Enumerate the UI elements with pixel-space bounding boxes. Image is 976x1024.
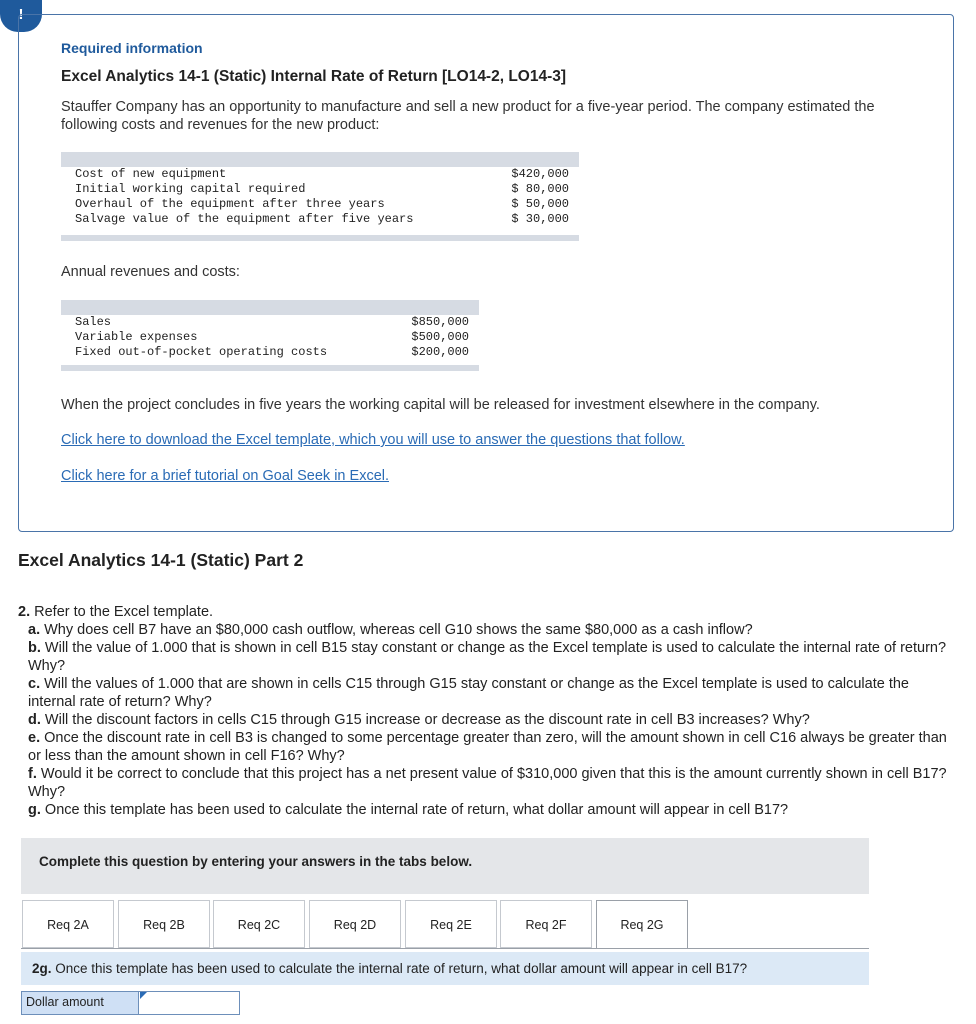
annual-value: $850,000 xyxy=(411,315,469,329)
list-item: f. Would it be correct to conclude that this project has a net present value of $310,000 given that this is the amount currently shown in cell B17? Why? xyxy=(28,766,947,800)
cost-label: Initial working capital required xyxy=(75,182,306,196)
table-row xyxy=(61,315,479,330)
table-row xyxy=(61,212,579,227)
annual-table xyxy=(61,300,479,371)
exercise-title: Excel Analytics 14-1 (Static) Internal Rate of Return [LO14-2, LO14-3] xyxy=(61,68,567,85)
annual-value: $200,000 xyxy=(411,345,469,359)
part-title: Excel Analytics 14-1 (Static) Part 2 xyxy=(18,550,304,570)
list-item: c. Will the values of 1.000 that are shown in cells C15 through G15 stay constant or change as the Excel template is used to calculate the internal rate of return? Why? xyxy=(28,676,909,710)
cost-value: $ 30,000 xyxy=(511,212,569,226)
cost-value: $ 80,000 xyxy=(511,182,569,196)
costs-table xyxy=(61,152,579,241)
tab-req-2a[interactable]: Req 2A xyxy=(22,900,114,948)
tab-req-2e[interactable]: Req 2E xyxy=(405,900,497,948)
cost-label: Overhaul of the equipment after three years xyxy=(75,197,385,211)
table-row xyxy=(61,345,479,360)
question-intro: 2. Refer to the Excel template. xyxy=(18,604,214,620)
input-marker-icon xyxy=(140,992,147,999)
annual-label: Fixed out-of-pocket operating costs xyxy=(75,345,328,359)
question-list xyxy=(18,603,948,819)
list-item: b. Will the value of 1.000 that is shown in cell B15 stay constant or change as the Excel template is used to calculate the internal rate of return? Why? xyxy=(28,640,947,674)
list-item: e. Once the discount rate in cell B3 is changed to some percentage greater than zero, will the amount shown in cell C16 always be greater than or less than the amount shown in cell F16? Why? xyxy=(28,730,947,764)
answer-question-bar xyxy=(21,952,869,985)
dollar-amount-label: Dollar amount xyxy=(21,991,139,1015)
instructions-banner xyxy=(21,838,869,894)
cost-value: $420,000 xyxy=(511,167,569,181)
tab-req-2f[interactable]: Req 2F xyxy=(500,900,592,948)
answer-question: 2g. Once this template has been used to calculate the internal rate of return, what dollar amount will appear in cell B17? xyxy=(32,961,748,976)
download-template-link[interactable]: Click here to download the Excel template, which you will use to answer the questions that follow. xyxy=(61,432,685,448)
list-item: a. Why does cell B7 have an $80,000 cash outflow, whereas cell G10 shows the same $80,000 as a cash inflow? xyxy=(28,622,753,638)
table-row xyxy=(61,330,479,345)
conclusion-text: When the project concludes in five years the working capital will be released for investment elsewhere in the company. xyxy=(61,397,820,413)
table-row xyxy=(61,197,579,212)
intro-text: Stauffer Company has an opportunity to manufacture and sell a new product for a five-year period. The company estimated the following costs and revenues for the new product: xyxy=(61,99,875,133)
annual-label: Sales xyxy=(75,315,112,329)
cost-value: $ 50,000 xyxy=(511,197,569,211)
required-information-label: Required information xyxy=(61,40,203,56)
table-row xyxy=(61,182,579,197)
alert-icon: ! xyxy=(0,0,42,32)
list-item: d. Will the discount factors in cells C15 through G15 increase or decrease as the discount rate in cell B3 increases? Why? xyxy=(28,712,810,728)
annual-label: Variable expenses xyxy=(75,330,198,344)
list-item: g. Once this template has been used to calculate the internal rate of return, what dollar amount will appear in cell B17? xyxy=(28,802,789,818)
tab-req-2g[interactable]: Req 2G xyxy=(596,900,688,949)
goal-seek-tutorial-link[interactable]: Click here for a brief tutorial on Goal Seek in Excel. xyxy=(61,468,390,484)
dollar-amount-input[interactable] xyxy=(139,991,240,1015)
cost-label: Salvage value of the equipment after five years xyxy=(75,212,414,226)
instructions-text: Complete this question by entering your answers in the tabs below. xyxy=(39,854,473,869)
tab-divider xyxy=(21,948,869,949)
tab-req-2b[interactable]: Req 2B xyxy=(118,900,210,948)
cost-label: Cost of new equipment xyxy=(75,167,227,181)
tab-req-2c[interactable]: Req 2C xyxy=(213,900,305,948)
table-row xyxy=(61,167,579,182)
annual-revenues-label: Annual revenues and costs: xyxy=(61,264,240,280)
annual-value: $500,000 xyxy=(411,330,469,344)
tab-req-2d[interactable]: Req 2D xyxy=(309,900,401,948)
